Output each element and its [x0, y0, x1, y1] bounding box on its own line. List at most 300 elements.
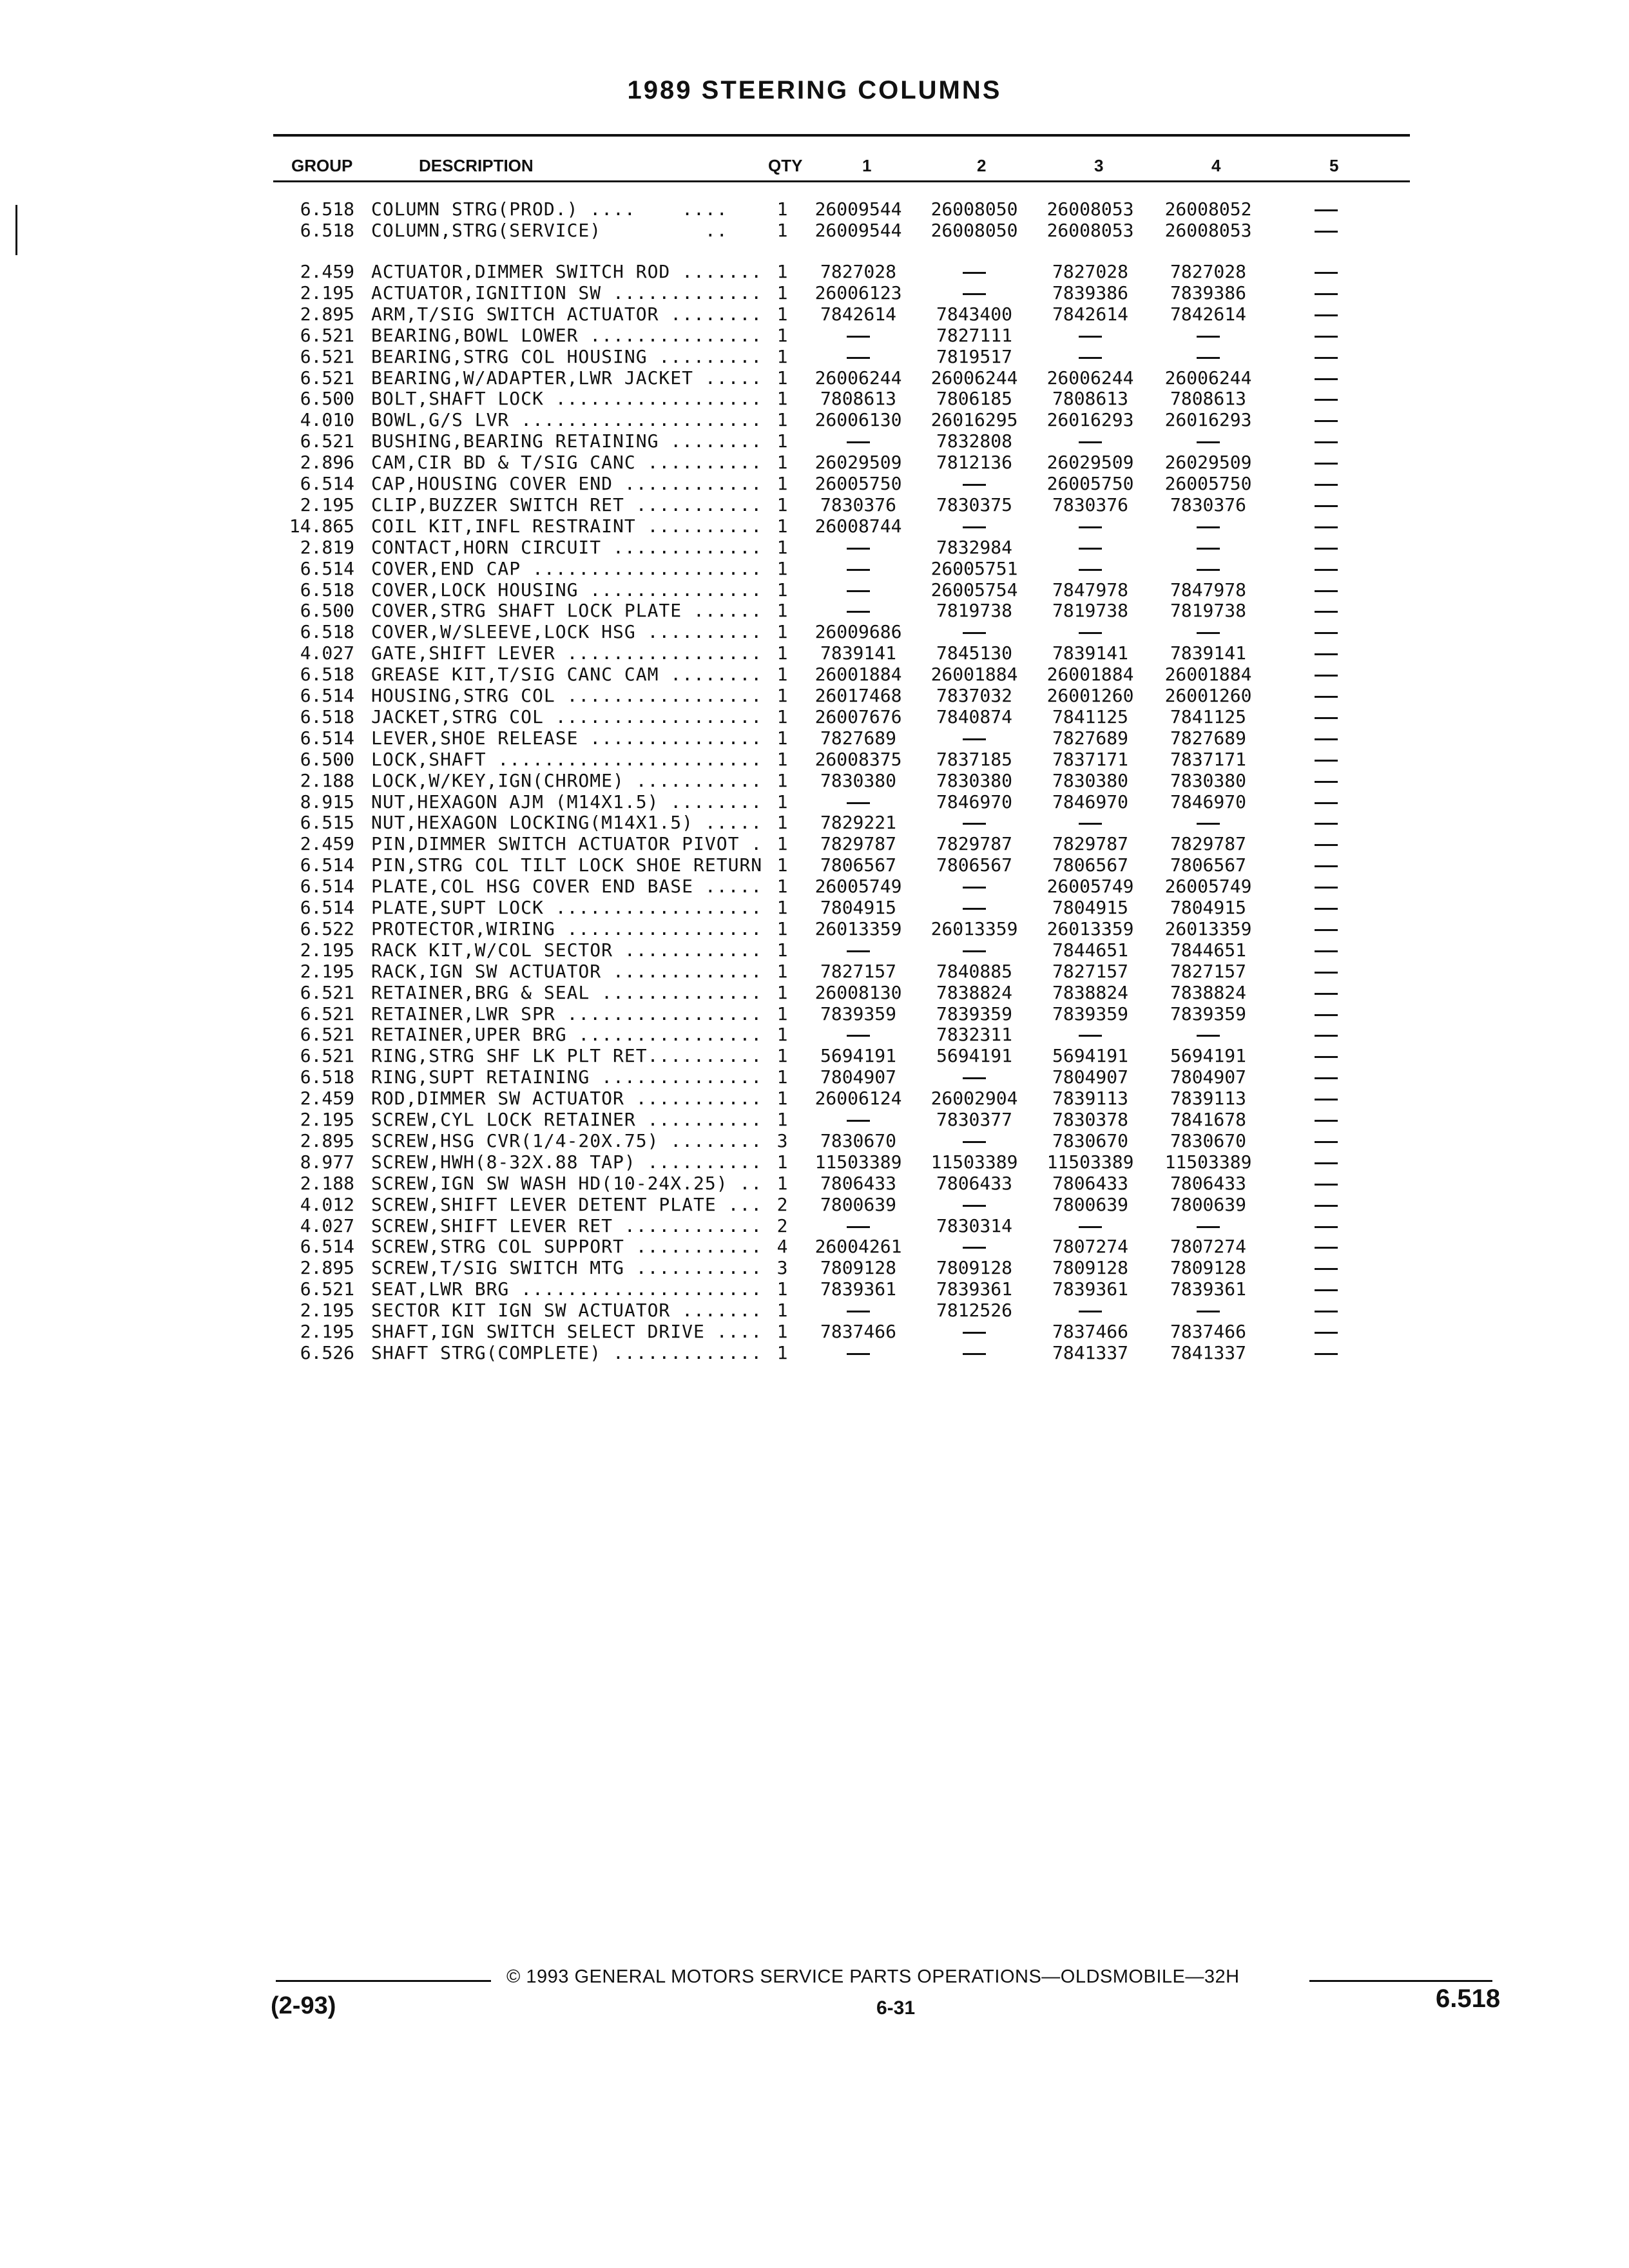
part-number-col-4: 7819738 — [1170, 600, 1246, 621]
table-row — [0, 579, 1629, 601]
qty-cell: 1 — [776, 558, 788, 579]
footer-section-number: 6.518 — [1436, 1984, 1501, 2013]
part-number-col-2: 5694191 — [936, 1045, 1012, 1066]
part-number-col-3: 7819738 — [1052, 600, 1128, 621]
dash-mark — [847, 357, 870, 359]
group-cell: 6.514 — [300, 876, 354, 897]
part-number-col-3: 7827157 — [1052, 961, 1128, 982]
dash-mark — [1315, 378, 1338, 380]
part-number-col-1: 26006123 — [815, 282, 902, 303]
part-number-col-4: 7844651 — [1170, 939, 1246, 961]
part-number-col-4: 7830670 — [1170, 1130, 1246, 1151]
dash-mark — [847, 1035, 870, 1037]
description-cell: SECTOR KIT IGN SW ACTUATOR ....... — [371, 1300, 775, 1321]
part-number-col-2: 26006244 — [930, 367, 1018, 389]
part-number-col-1 — [794, 537, 923, 558]
group-cell: 6.518 — [300, 664, 354, 685]
table-row — [0, 494, 1629, 515]
group-cell: 2.195 — [300, 1300, 354, 1321]
part-number-col-2: 7832984 — [936, 537, 1012, 558]
description-cell: HOUSING,STRG COL ................. — [371, 685, 775, 706]
qty-cell: 1 — [776, 791, 788, 812]
part-number-col-1: 26009686 — [815, 621, 902, 642]
qty-cell: 1 — [776, 452, 788, 473]
part-number-col-2 — [910, 897, 1039, 918]
part-number-col-3: 7839386 — [1052, 282, 1128, 303]
table-row — [0, 261, 1629, 282]
dash-mark — [1315, 231, 1338, 233]
part-number-col-1 — [794, 1024, 923, 1045]
group-cell: 6.514 — [300, 685, 354, 706]
dash-mark — [847, 1120, 870, 1122]
dash-mark — [1315, 760, 1338, 762]
part-number-col-1 — [794, 430, 923, 452]
part-number-col-1: 7839361 — [820, 1278, 896, 1300]
dash-mark — [1315, 314, 1338, 316]
description-cell: JACKET,STRG COL .................. — [371, 706, 775, 727]
col-5-dash — [1313, 282, 1339, 303]
table-row — [0, 1045, 1629, 1066]
group-cell: 6.500 — [300, 600, 354, 621]
part-number-col-3 — [1026, 1215, 1155, 1236]
dash-mark — [963, 484, 986, 486]
part-number-col-2 — [910, 1066, 1039, 1088]
part-number-col-1: 7827028 — [820, 261, 896, 282]
group-cell: 6.521 — [300, 1278, 354, 1300]
part-number-col-4: 26001884 — [1164, 664, 1252, 685]
description-cell: COLUMN,STRG(SERVICE) .. — [371, 220, 740, 241]
part-number-col-1: 7806433 — [820, 1173, 896, 1194]
part-number-col-3: 7806433 — [1052, 1173, 1128, 1194]
table-row — [0, 897, 1629, 918]
group-cell: 2.188 — [300, 1173, 354, 1194]
col-5-dash — [1313, 452, 1339, 473]
part-number-col-3: 7839359 — [1052, 1003, 1128, 1024]
col-5-dash — [1313, 1300, 1339, 1321]
part-number-col-4: 7804907 — [1170, 1066, 1246, 1088]
page-title: 1989 STEERING COLUMNS — [627, 76, 1002, 104]
table-row — [0, 621, 1629, 642]
part-number-col-4 — [1144, 537, 1273, 558]
col-5-dash — [1313, 494, 1339, 515]
part-number-col-1: 7830380 — [820, 770, 896, 791]
part-number-col-3: 7839141 — [1052, 642, 1128, 664]
dash-mark — [847, 1226, 870, 1228]
part-number-col-1 — [794, 346, 923, 367]
part-number-col-2: 7843400 — [936, 303, 1012, 325]
table-row — [0, 918, 1629, 939]
dash-mark — [1315, 293, 1338, 295]
dash-mark — [1315, 336, 1338, 338]
part-number-col-1: 7842614 — [820, 303, 896, 325]
part-number-col-1: 7808613 — [820, 388, 896, 409]
header-col-4: 4 — [1211, 156, 1221, 175]
qty-cell: 3 — [776, 1130, 788, 1151]
part-number-col-2 — [910, 473, 1039, 494]
description-cell: COIL KIT,INFL RESTRAINT .......... — [371, 515, 775, 537]
table-row — [0, 1278, 1629, 1300]
dash-mark — [1315, 738, 1338, 740]
part-number-col-3: 7800639 — [1052, 1194, 1128, 1215]
col-5-dash — [1313, 579, 1339, 601]
part-number-col-2 — [910, 812, 1039, 833]
part-number-col-3 — [1026, 1300, 1155, 1321]
description-cell: PROTECTOR,WIRING ................. — [371, 918, 775, 939]
part-number-col-4: 7839386 — [1170, 282, 1246, 303]
description-cell: CAP,HOUSING COVER END ............ — [371, 473, 775, 494]
part-number-col-1: 7829787 — [820, 833, 896, 854]
qty-cell: 1 — [776, 1342, 788, 1363]
part-number-col-4: 7837466 — [1170, 1321, 1246, 1342]
table-row — [0, 982, 1629, 1003]
qty-cell: 1 — [776, 1278, 788, 1300]
part-number-col-4: 7808613 — [1170, 388, 1246, 409]
group-cell: 6.514 — [300, 727, 354, 749]
table-row — [0, 791, 1629, 812]
col-5-dash — [1313, 685, 1339, 706]
dash-mark — [1079, 632, 1102, 634]
description-cell: COLUMN STRG(PROD.) .... .... — [371, 198, 740, 220]
part-number-col-4: 7827157 — [1170, 961, 1246, 982]
footer-page-number: 6-31 — [876, 1997, 916, 2019]
part-number-col-3: 7841337 — [1052, 1342, 1128, 1363]
part-number-col-1 — [794, 600, 923, 621]
table-row — [0, 473, 1629, 494]
part-number-col-1: 26006124 — [815, 1088, 902, 1109]
description-cell: SEAT,LWR BRG ..................... — [371, 1278, 775, 1300]
part-number-col-4: 26016293 — [1164, 409, 1252, 430]
dash-mark — [1315, 569, 1338, 571]
col-5-dash — [1313, 1109, 1339, 1130]
dash-mark — [963, 272, 986, 274]
part-number-col-4: 7842614 — [1170, 303, 1246, 325]
col-5-dash — [1313, 1066, 1339, 1088]
group-cell: 6.521 — [300, 1003, 354, 1024]
table-row — [0, 939, 1629, 961]
dash-mark — [963, 632, 986, 634]
description-cell: SCREW,T/SIG SWITCH MTG ........... — [371, 1257, 775, 1278]
part-number-col-3 — [1026, 812, 1155, 833]
dash-mark — [1315, 1120, 1338, 1122]
group-cell: 6.521 — [300, 325, 354, 346]
qty-cell: 1 — [776, 1151, 788, 1173]
part-number-col-4 — [1144, 1215, 1273, 1236]
qty-cell: 1 — [776, 812, 788, 833]
qty-cell: 1 — [776, 918, 788, 939]
part-number-col-3 — [1026, 621, 1155, 642]
col-5-dash — [1313, 473, 1339, 494]
part-number-col-4: 7829787 — [1170, 833, 1246, 854]
part-number-col-2: 7832311 — [936, 1024, 1012, 1045]
col-5-dash — [1313, 961, 1339, 982]
dash-mark — [1315, 717, 1338, 719]
table-row — [0, 812, 1629, 833]
part-number-col-4: 7837171 — [1170, 749, 1246, 770]
table-row — [0, 388, 1629, 409]
col-5-dash — [1313, 812, 1339, 833]
qty-cell: 1 — [776, 1300, 788, 1321]
group-cell: 8.915 — [300, 791, 354, 812]
part-number-col-1 — [794, 1342, 923, 1363]
part-number-col-3: 5694191 — [1052, 1045, 1128, 1066]
description-cell: COVER,LOCK HOUSING ............... — [371, 579, 775, 601]
group-cell: 6.514 — [300, 473, 354, 494]
part-number-col-2: 26005754 — [930, 579, 1018, 601]
footer-date: (2-93) — [271, 1992, 336, 2019]
dash-mark — [963, 1141, 986, 1143]
part-number-col-1: 11503389 — [815, 1151, 902, 1173]
qty-cell: 1 — [776, 854, 788, 876]
description-cell: BOWL,G/S LVR ..................... — [371, 409, 775, 430]
qty-cell: 1 — [776, 833, 788, 854]
part-number-col-4: 7827689 — [1170, 727, 1246, 749]
dash-mark — [1315, 484, 1338, 486]
part-number-col-2: 7840874 — [936, 706, 1012, 727]
qty-cell: 1 — [776, 982, 788, 1003]
part-number-col-1: 26017468 — [815, 685, 902, 706]
part-number-col-1: 26005749 — [815, 876, 902, 897]
part-number-col-2 — [910, 876, 1039, 897]
table-row — [0, 220, 1629, 241]
part-number-col-1: 26029509 — [815, 452, 902, 473]
dash-mark — [1315, 611, 1338, 613]
description-cell: GATE,SHIFT LEVER ................. — [371, 642, 775, 664]
col-5-dash — [1313, 600, 1339, 621]
group-cell: 6.500 — [300, 388, 354, 409]
qty-cell: 1 — [776, 515, 788, 537]
description-cell: COVER,END CAP .................... — [371, 558, 775, 579]
dash-mark — [963, 526, 986, 528]
qty-cell: 1 — [776, 261, 788, 282]
dash-mark — [1079, 823, 1102, 825]
col-5-dash — [1313, 515, 1339, 537]
part-number-col-2 — [910, 1321, 1039, 1342]
table-row — [0, 1257, 1629, 1278]
table-row — [0, 303, 1629, 325]
qty-cell: 1 — [776, 1109, 788, 1130]
part-number-col-4: 7841337 — [1170, 1342, 1246, 1363]
part-number-col-4: 26006244 — [1164, 367, 1252, 389]
qty-cell: 4 — [776, 1236, 788, 1257]
group-cell: 2.819 — [300, 537, 354, 558]
dash-mark — [963, 908, 986, 910]
description-cell: ROD,DIMMER SW ACTUATOR ........... — [371, 1088, 775, 1109]
col-5-dash — [1313, 1257, 1339, 1278]
description-cell: LOCK,W/KEY,IGN(CHROME) ........... — [371, 770, 775, 791]
group-cell: 6.522 — [300, 918, 354, 939]
qty-cell: 1 — [776, 494, 788, 515]
part-number-col-1: 26004261 — [815, 1236, 902, 1257]
table-row — [0, 1342, 1629, 1363]
header-bottom-rule — [273, 180, 1410, 182]
dash-mark — [1079, 1311, 1102, 1312]
table-row — [0, 876, 1629, 897]
description-cell: SHAFT STRG(COMPLETE) ............. — [371, 1342, 775, 1363]
part-number-col-1 — [794, 579, 923, 601]
description-cell: SCREW,HSG CVR(1/4-20X.75) ........ — [371, 1130, 775, 1151]
description-cell: BEARING,STRG COL HOUSING ......... — [371, 346, 775, 367]
part-number-col-4: 11503389 — [1164, 1151, 1252, 1173]
part-number-col-1: 26005750 — [815, 473, 902, 494]
col-5-dash — [1313, 1088, 1339, 1109]
qty-cell: 1 — [776, 346, 788, 367]
part-number-col-1: 26001884 — [815, 664, 902, 685]
description-cell: NUT,HEXAGON AJM (M14X1.5) ........ — [371, 791, 775, 812]
part-number-col-3: 7807274 — [1052, 1236, 1128, 1257]
table-row — [0, 770, 1629, 791]
part-number-col-4 — [1144, 430, 1273, 452]
part-number-col-4: 7830376 — [1170, 494, 1246, 515]
table-row — [0, 325, 1629, 346]
group-cell: 2.895 — [300, 303, 354, 325]
group-cell: 6.514 — [300, 1236, 354, 1257]
table-row — [0, 282, 1629, 303]
part-number-col-4: 7846970 — [1170, 791, 1246, 812]
part-number-col-1: 26009544 — [815, 220, 902, 241]
part-number-col-3: 7827689 — [1052, 727, 1128, 749]
part-number-col-1: 26006130 — [815, 409, 902, 430]
dash-mark — [847, 802, 870, 804]
group-cell: 6.518 — [300, 706, 354, 727]
dash-mark — [1079, 336, 1102, 338]
part-number-col-1: 26008375 — [815, 749, 902, 770]
dash-mark — [847, 1353, 870, 1355]
qty-cell: 1 — [776, 600, 788, 621]
description-cell: ACTUATOR,DIMMER SWITCH ROD ....... — [371, 261, 775, 282]
header-col-1: 1 — [862, 156, 872, 175]
part-number-col-1: 7804907 — [820, 1066, 896, 1088]
part-number-col-4: 7827028 — [1170, 261, 1246, 282]
table-row — [0, 1130, 1629, 1151]
dash-mark — [1197, 441, 1220, 443]
col-5-dash — [1313, 1130, 1339, 1151]
col-5-dash — [1313, 664, 1339, 685]
part-number-col-2: 26001884 — [930, 664, 1018, 685]
group-cell: 6.500 — [300, 749, 354, 770]
table-row — [0, 854, 1629, 876]
qty-cell: 1 — [776, 621, 788, 642]
part-number-col-4: 7841678 — [1170, 1109, 1246, 1130]
part-number-col-2 — [910, 1342, 1039, 1363]
part-number-col-4: 7838824 — [1170, 982, 1246, 1003]
header-col-3: 3 — [1094, 156, 1104, 175]
part-number-col-4 — [1144, 621, 1273, 642]
dash-mark — [1315, 463, 1338, 465]
part-number-col-1: 7800639 — [820, 1194, 896, 1215]
description-cell: ACTUATOR,IGNITION SW ............. — [371, 282, 775, 303]
col-5-dash — [1313, 261, 1339, 282]
table-row — [0, 1109, 1629, 1130]
group-cell: 2.459 — [300, 833, 354, 854]
qty-cell: 1 — [776, 537, 788, 558]
col-5-dash — [1313, 706, 1339, 727]
dash-mark — [1197, 336, 1220, 338]
part-number-col-3 — [1026, 325, 1155, 346]
dash-mark — [1315, 1226, 1338, 1228]
description-cell: RETAINER,UPER BRG ................ — [371, 1024, 775, 1045]
col-5-dash — [1313, 409, 1339, 430]
qty-cell: 1 — [776, 409, 788, 430]
part-number-col-3: 26005750 — [1046, 473, 1134, 494]
part-number-col-1 — [794, 1300, 923, 1321]
dash-mark — [963, 1332, 986, 1334]
part-number-col-2: 26005751 — [930, 558, 1018, 579]
description-cell: BEARING,BOWL LOWER ............... — [371, 325, 775, 346]
part-number-col-2 — [910, 727, 1039, 749]
part-number-col-3: 7847978 — [1052, 579, 1128, 601]
dash-mark — [1197, 823, 1220, 825]
col-5-dash — [1313, 1278, 1339, 1300]
part-number-col-3: 7839361 — [1052, 1278, 1128, 1300]
part-number-col-2: 7806567 — [936, 854, 1012, 876]
qty-cell: 1 — [776, 1066, 788, 1088]
part-number-col-3: 7830378 — [1052, 1109, 1128, 1130]
description-cell: BEARING,W/ADAPTER,LWR JACKET ..... — [371, 367, 775, 389]
qty-cell: 1 — [776, 685, 788, 706]
description-cell: SHAFT,IGN SWITCH SELECT DRIVE .... — [371, 1321, 775, 1342]
dash-mark — [1315, 441, 1338, 443]
part-number-col-1: 7827157 — [820, 961, 896, 982]
col-5-dash — [1313, 388, 1339, 409]
dash-mark — [1315, 823, 1338, 825]
part-number-col-1: 7827689 — [820, 727, 896, 749]
table-row — [0, 1321, 1629, 1342]
table-row — [0, 1024, 1629, 1045]
dash-mark — [1315, 632, 1338, 634]
dash-mark — [1079, 1226, 1102, 1228]
description-cell: LEVER,SHOE RELEASE ............... — [371, 727, 775, 749]
part-number-col-4: 26005750 — [1164, 473, 1252, 494]
dash-mark — [1315, 1099, 1338, 1100]
dash-mark — [1315, 420, 1338, 422]
part-number-col-2 — [910, 515, 1039, 537]
part-number-col-4 — [1144, 1024, 1273, 1045]
dash-mark — [847, 441, 870, 443]
description-cell: CLIP,BUZZER SWITCH RET ........... — [371, 494, 775, 515]
part-number-col-4: 7847978 — [1170, 579, 1246, 601]
part-number-col-4: 26001260 — [1164, 685, 1252, 706]
dash-mark — [847, 611, 870, 613]
dash-mark — [1315, 548, 1338, 550]
part-number-col-3: 26008053 — [1046, 220, 1134, 241]
part-number-col-3 — [1026, 1024, 1155, 1045]
table-row — [0, 706, 1629, 727]
group-cell: 2.188 — [300, 770, 354, 791]
description-cell: PLATE,COL HSG COVER END BASE ..... — [371, 876, 775, 897]
part-number-col-1: 7839141 — [820, 642, 896, 664]
part-number-col-1: 26007676 — [815, 706, 902, 727]
dash-mark — [1315, 844, 1338, 846]
group-cell: 2.895 — [300, 1257, 354, 1278]
table-row — [0, 409, 1629, 430]
col-5-dash — [1313, 621, 1339, 642]
part-number-col-3: 7804915 — [1052, 897, 1128, 918]
part-number-col-2 — [910, 261, 1039, 282]
part-number-col-2: 7812136 — [936, 452, 1012, 473]
part-number-col-1: 26013359 — [815, 918, 902, 939]
part-number-col-3 — [1026, 346, 1155, 367]
part-number-col-2: 7819738 — [936, 600, 1012, 621]
header-group: GROUP — [291, 156, 353, 175]
part-number-col-2: 26002904 — [930, 1088, 1018, 1109]
part-number-col-2: 7837185 — [936, 749, 1012, 770]
part-number-col-1: 7837466 — [820, 1321, 896, 1342]
qty-cell: 1 — [776, 642, 788, 664]
part-number-col-1 — [794, 558, 923, 579]
table-row — [0, 452, 1629, 473]
part-number-col-3: 26001260 — [1046, 685, 1134, 706]
table-row — [0, 346, 1629, 367]
